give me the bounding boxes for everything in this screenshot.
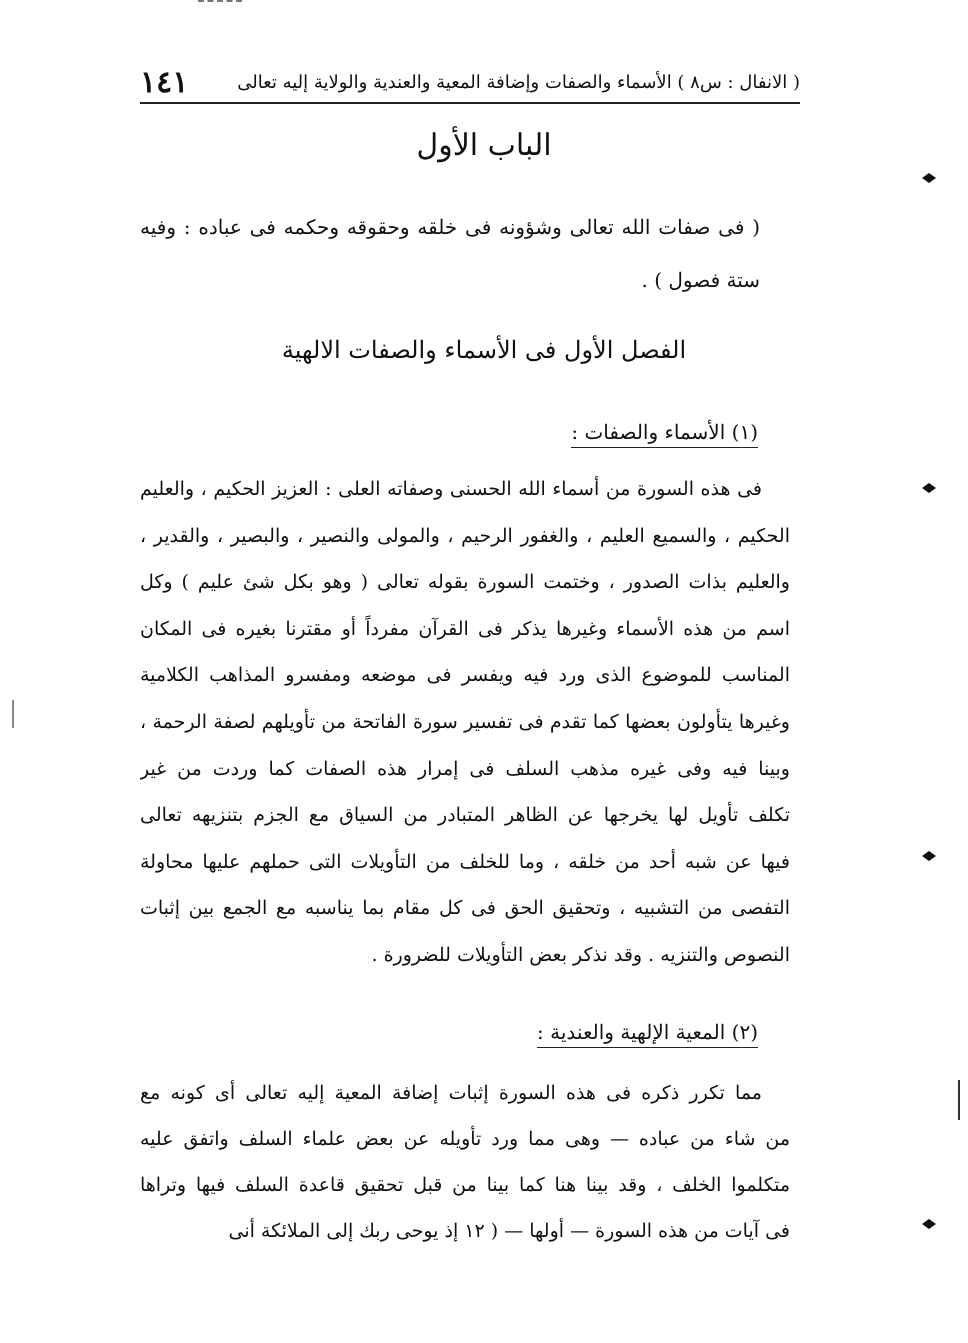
margin-mark xyxy=(922,478,936,488)
chapter-subtitle-line-2: ستة فصول ) . xyxy=(641,268,760,292)
text-line: وبينا فيه وفى غيره مذهب السلف فى إمرار هذه الصفات كما وردت من غير xyxy=(140,757,790,780)
text-line: متكلموا الخلف ، وقد بينا هنا كما بينا من قبل تحقيق قاعدة السلف فيها وتراها xyxy=(140,1174,790,1196)
scan-edge-mark xyxy=(12,700,14,728)
text-line: التفصى من التشبيه ، وتحقيق الحق فى كل مقام بما يناسبه مع الجمع بين إثبات xyxy=(140,897,790,920)
text-line: فى آيات من هذه السورة — أولها — ( ١٢ إذ يوحى ربك إلى الملائكة أنى xyxy=(228,1220,790,1242)
scan-mark xyxy=(198,0,242,5)
text-line: فى هذه السورة من أسماء الله الحسنى وصفاته العلى : العزيز الحكيم ، والعليم xyxy=(140,478,762,500)
text-line: تكلف تأويل لها يخرجها عن الظاهر المتبادر من السياق مع الجزم بتنزيهه تعالى xyxy=(140,804,790,827)
text-line: المناسب للموضوع الذى ورد فيه ويفسر فى موضعه ومفسرو المذاهب الكلامية xyxy=(140,664,790,687)
margin-mark xyxy=(922,1214,936,1224)
page-number: ١٤١ xyxy=(140,64,189,100)
margin-mark xyxy=(922,846,936,856)
chapter-subtitle-line-1: ( فى صفات الله تعالى وشؤونه فى خلقه وحقوقه وحكمه فى عباده : وفيه xyxy=(140,215,760,239)
running-header xyxy=(140,62,800,104)
text-line: الحكيم ، والسميع العليم ، والغفور الرحيم ، والمولى والنصير ، والبصير ، والقدير ، xyxy=(140,524,790,547)
chapter-title: الباب الأول xyxy=(416,128,552,163)
margin-mark xyxy=(922,168,936,178)
text-line: فيها عن شبه أحد من خلقه ، وما للخلف من التأويلات التى حملهم عليها محاولة xyxy=(140,850,790,873)
scan-edge-mark xyxy=(958,1080,960,1120)
text-line: من شاء من عباده — وهى مما ورد تأويله عن بعض علماء السلف واتفق عليه xyxy=(140,1128,790,1150)
subheading-names-attributes: (١) الأسماء والصفات : xyxy=(571,420,758,448)
text-line: والعليم بذات الصدور ، وختمت السورة بقوله تعالى ( وهو بكل شئ عليم ) وكل xyxy=(140,571,790,594)
running-header-title: ( الانفال : س٨ ) الأسماء والصفات وإضافة المعية والعندية والولاية إليه تعالى xyxy=(237,71,800,93)
text-line: مما تكرر ذكره فى هذه السورة إثبات إضافة المعية إليه تعالى أى كونه مع xyxy=(140,1082,762,1104)
text-line: اسم من هذه الأسماء وغيرها يذكر فى القرآن مفرداً أو مقترنا بغيره فى المكان xyxy=(140,617,790,640)
text-line: وغيرها يتأولون بعضها كما تقدم فى تفسير سورة الفاتحة من تأويلهم لصفة الرحمة ، xyxy=(140,711,790,733)
section-title: الفصل الأول فى الأسماء والصفات الالهية xyxy=(281,336,687,364)
text-line: النصوص والتنزيه . وقد نذكر بعض التأويلات للضرورة . xyxy=(371,944,790,966)
subheading-divine-withness: (٢) المعية الإلهية والعندية : xyxy=(537,1020,758,1048)
